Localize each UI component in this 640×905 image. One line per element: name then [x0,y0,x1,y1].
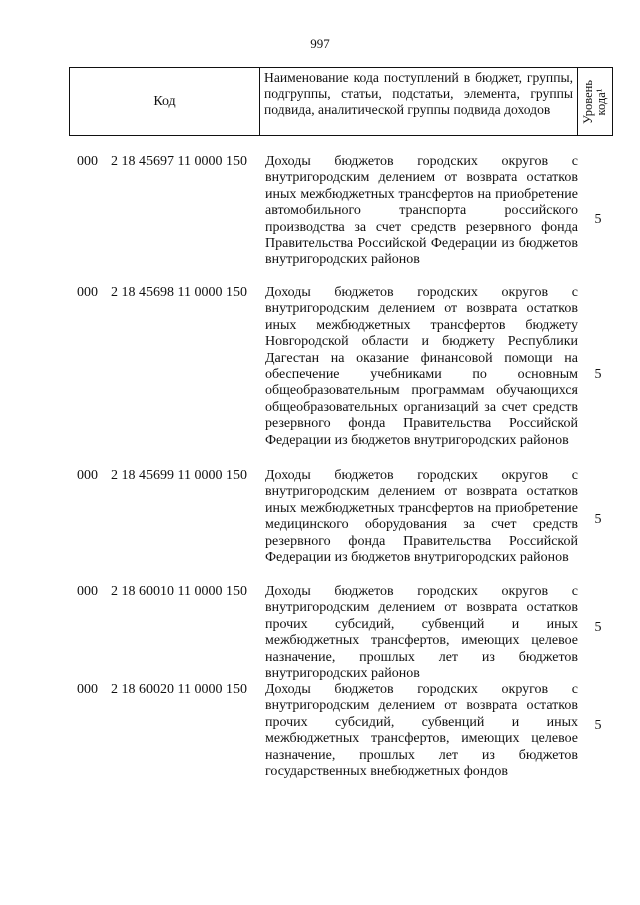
row-level: 5 [594,212,602,227]
row-prefix: 000 [77,154,98,169]
row-level: 5 [594,512,602,527]
row-code: 2 18 45697 11 0000 150 [111,154,247,169]
table-row [0,682,640,782]
row-name: Доходы бюджетов городских округов с внутригородским делением от возврата остатков прочих субсидий, субвенций и иных межбюджетных трансфертов, имеющих целевое назначение, прошлых лет из бюджетов внутригородских районов [265,584,578,682]
header-level [578,68,612,135]
table-row [0,468,640,584]
code-list [0,154,640,782]
row-code: 2 18 60010 11 0000 150 [111,584,247,599]
header-code: Код [70,68,260,135]
row-code: 2 18 45698 11 0000 150 [111,285,247,300]
row-prefix: 000 [77,682,98,697]
row-level: 5 [594,718,602,733]
page-number: 997 [310,36,330,51]
header-level-label [582,79,608,123]
row-code: 2 18 45699 11 0000 150 [111,468,247,483]
header-name: Наименование кода поступлений в бюджет, группы, подгруппы, статьи, подстатьи, элемента, группы подвида, аналитической группы подвида доходов [260,68,578,135]
row-level: 5 [594,620,602,635]
row-level: 5 [594,367,602,382]
header-level-line2: кода¹ [594,88,608,115]
row-code: 2 18 60020 11 0000 150 [111,682,247,697]
table-row [0,285,640,468]
row-prefix: 000 [77,285,98,300]
row-name: Доходы бюджетов городских округов с внутригородским делением от возврата остатков иных межбюджетных трансфертов на приобретение медицинского оборудования за счет средств резервного фонда Правительства Российской Федерации из бюджетов внутригородских районов [265,468,578,566]
row-prefix: 000 [77,468,98,483]
row-name: Доходы бюджетов городских округов с внутригородским делением от возврата остатков иных межбюджетных трансфертов бюджету Новгородской области и бюджету Республики Дагестан на оказание финансовой помощи на обеспечение учебниками по основным общеобразовательным программам обучающихся общеобразовательных организаций за счет средств резервного фонда Правительства Российской Федерации из бюджетов внутригородских районов [265,285,578,448]
table-row [0,154,640,285]
table-header [69,67,613,136]
row-name: Доходы бюджетов городских округов с внутригородским делением от возврата остатков иных межбюджетных трансфертов на приобретение автомобильного транспорта российского производства за счет средств резервного фонда Правительства Российской Федерации из бюджетов внутригородских районов [265,154,578,268]
header-level-line1: Уровень [581,79,595,124]
row-name: Доходы бюджетов городских округов с внутригородским делением от возврата остатков прочих субсидий, субвенций и иных межбюджетных трансфертов, имеющих целевое назначение, прошлых лет из бюджетов государственных внебюджетных фондов [265,682,578,780]
table-row [0,584,640,682]
row-prefix: 000 [77,584,98,599]
